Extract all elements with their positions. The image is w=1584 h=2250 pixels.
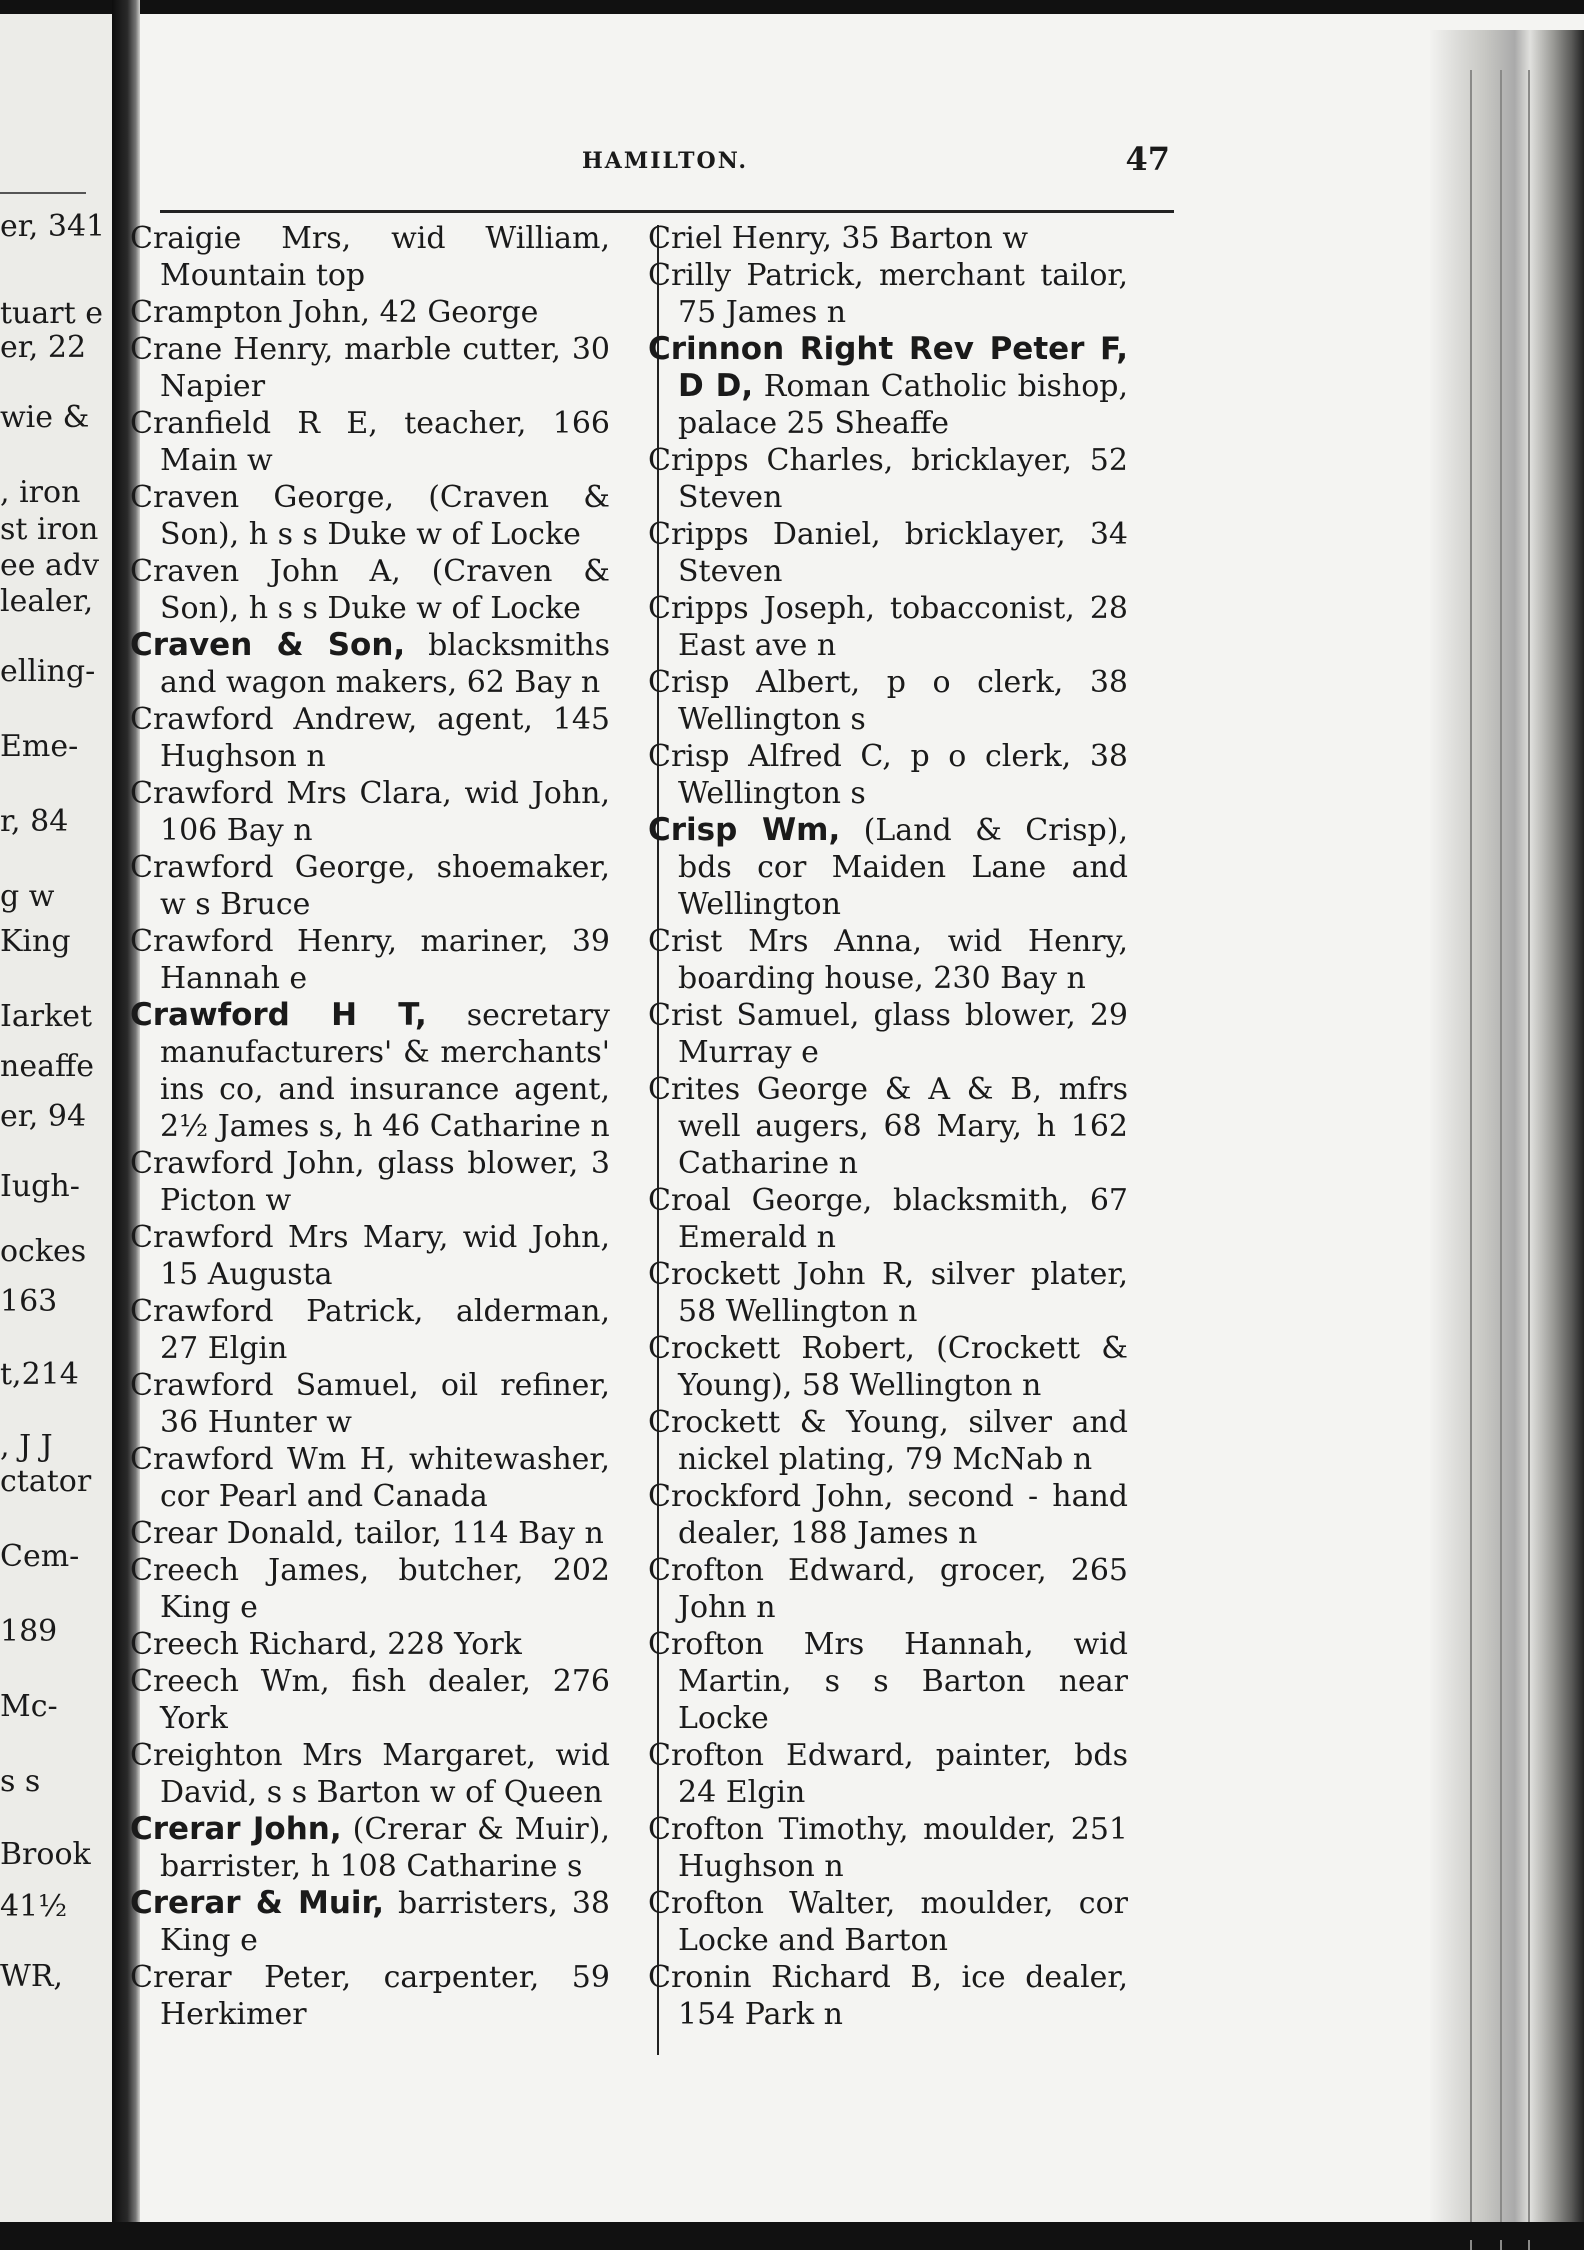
directory-entry <box>648 1478 1128 1552</box>
facing-page-text: 163 <box>0 1284 58 1319</box>
directory-entry <box>130 220 610 294</box>
entry-bold-name: Crawford H T, <box>130 997 427 1033</box>
facing-page-text: ctator <box>0 1464 92 1499</box>
page-edge-line <box>1500 70 1502 2250</box>
facing-page-text: Mc- <box>0 1689 58 1724</box>
entry-text: Crawford Mrs Clara, wid John, 106 Bay n <box>130 776 610 848</box>
page-edge-stack <box>1430 30 1584 2230</box>
facing-page-text: , J J <box>0 1429 53 1464</box>
directory-entry <box>130 1293 610 1367</box>
directory-entry <box>648 812 1128 923</box>
directory-entry <box>648 1959 1128 2033</box>
directory-entry <box>648 516 1128 590</box>
entry-text: Craven John A, (Craven & Son), h s s Duke w of Locke <box>130 554 610 626</box>
entry-text: Crofton Mrs Hannah, wid Martin, s s Barton near Locke <box>648 1627 1128 1736</box>
entry-text: blacksmiths and wagon makers, 62 Bay n <box>160 628 610 700</box>
facing-page-text: elling- <box>0 654 96 689</box>
entry-text: Creech Richard, 228 York <box>130 1627 522 1662</box>
facing-page-text: Cem- <box>0 1539 80 1574</box>
page-edge-line <box>1470 70 1472 2250</box>
directory-entry <box>130 1885 610 1959</box>
entry-text: Crane Henry, marble cutter, 30 Napier <box>130 332 610 404</box>
entry-text: Crist Mrs Anna, wid Henry, boarding house, 230 Bay n <box>648 924 1128 996</box>
entry-text: Crofton Edward, painter, bds 24 Elgin <box>648 1738 1128 1810</box>
scan-top-border <box>0 0 1584 14</box>
directory-entry <box>648 923 1128 997</box>
directory-entry <box>130 1959 610 2033</box>
facing-page-text: lealer, <box>0 584 94 619</box>
facing-page-text: 189 <box>0 1614 58 1649</box>
facing-page-text: tuart e <box>0 296 103 331</box>
directory-entry <box>648 1552 1128 1626</box>
entry-text: Roman Catholic bishop, palace 25 Sheaffe <box>678 369 1128 441</box>
entry-text: Crerar Peter, carpenter, 59 Herkimer <box>130 1960 610 2032</box>
directory-entry <box>130 405 610 479</box>
facing-page-text: s s <box>0 1764 41 1799</box>
directory-entry <box>130 923 610 997</box>
running-title: HAMILTON. <box>582 148 749 174</box>
entry-text: Crawford George, shoemaker, w s Bruce <box>130 850 610 922</box>
entry-text: Crockett Robert, (Crockett & Young), 58 Wellington n <box>648 1331 1128 1403</box>
entry-text: Crawford Mrs Mary, wid John, 15 Augusta <box>130 1220 610 1292</box>
facing-page-text: WR, <box>0 1959 63 1994</box>
facing-page-fragment <box>0 14 112 2222</box>
directory-entry <box>648 664 1128 738</box>
directory-entry <box>130 849 610 923</box>
directory-entry <box>648 1256 1128 1330</box>
directory-entry <box>130 1515 610 1552</box>
directory-entry <box>130 775 610 849</box>
entry-text: Crist Samuel, glass blower, 29 Murray e <box>648 998 1128 1070</box>
facing-page-text: 41½ <box>0 1889 68 1924</box>
directory-entry <box>130 294 610 331</box>
facing-page-text: er, 341 <box>0 209 106 244</box>
right-column <box>648 220 1128 2033</box>
entry-bold-name: Crerar John, <box>130 1811 342 1847</box>
facing-page-text: , iron <box>0 475 81 510</box>
facing-page-text: r, 84 <box>0 804 69 839</box>
entry-text: Criel Henry, 35 Barton w <box>648 221 1029 256</box>
directory-entry <box>130 997 610 1145</box>
entry-text: Crilly Patrick, merchant tailor, 75 James n <box>648 258 1128 330</box>
scan-bottom-border <box>0 2222 1584 2240</box>
entry-text: Crockford John, second - hand dealer, 188 James n <box>648 1479 1128 1551</box>
entry-text: Crawford Andrew, agent, 145 Hughson n <box>130 702 610 774</box>
entry-text: (Crerar & Muir), barrister, h 108 Catharine s <box>160 1812 610 1884</box>
entry-text: Craven George, (Craven & Son), h s s Duke w of Locke <box>130 480 610 552</box>
running-header <box>160 140 1170 190</box>
directory-entry <box>130 1145 610 1219</box>
directory-entry <box>130 701 610 775</box>
entry-text: Crawford Patrick, alderman, 27 Elgin <box>130 1294 610 1366</box>
directory-entry <box>648 257 1128 331</box>
facing-page-rule <box>0 192 86 194</box>
entry-text: Crawford Wm H, whitewasher, cor Pearl and Canada <box>130 1442 610 1514</box>
entry-text: Creech Wm, fish dealer, 276 York <box>130 1664 610 1736</box>
directory-entry <box>648 1737 1128 1811</box>
directory-entry <box>130 1663 610 1737</box>
facing-page-text: st iron <box>0 512 99 547</box>
entry-text: Cripps Daniel, bricklayer, 34 Steven <box>648 517 1128 589</box>
entry-text: Crofton Timothy, moulder, 251 Hughson n <box>648 1812 1128 1884</box>
entry-text: Crockett & Young, silver and nickel plating, 79 McNab n <box>648 1405 1128 1477</box>
entry-text: Cronin Richard B, ice dealer, 154 Park n <box>648 1960 1128 2032</box>
directory-entry <box>648 1071 1128 1182</box>
directory-entry <box>130 1441 610 1515</box>
entry-text: Croal George, blacksmith, 67 Emerald n <box>648 1183 1128 1255</box>
entry-text: Craigie Mrs, wid William, Mountain top <box>130 221 610 293</box>
page-edge-line <box>1528 70 1530 2250</box>
facing-page-text: Eme- <box>0 729 79 764</box>
entry-bold-name: Crerar & Muir, <box>130 1885 385 1921</box>
entry-text: Cranfield R E, teacher, 166 Main w <box>130 406 610 478</box>
directory-entry <box>648 442 1128 516</box>
entry-text: Cripps Joseph, tobacconist, 28 East ave n <box>648 591 1128 663</box>
directory-entry <box>648 1404 1128 1478</box>
page-number: 47 <box>1125 140 1170 178</box>
entry-bold-name: Crisp Wm, <box>648 812 841 848</box>
entry-bold-name: Craven & Son, <box>130 627 406 663</box>
entry-bold-name: Crinnon Right Rev Peter F, D D, <box>648 331 1128 404</box>
entry-text: Crites George & A & B, mfrs well augers, 68 Mary, h 162 Catharine n <box>648 1072 1128 1181</box>
directory-entry <box>130 1737 610 1811</box>
directory-entry <box>130 1811 610 1885</box>
facing-page-text: g w <box>0 879 55 914</box>
directory-entry <box>130 1367 610 1441</box>
directory-entry <box>648 590 1128 664</box>
facing-page-text: ockes <box>0 1234 87 1269</box>
directory-entry <box>648 331 1128 442</box>
directory-entry <box>648 220 1128 257</box>
directory-entry <box>648 1330 1128 1404</box>
directory-entry <box>648 1626 1128 1737</box>
entry-text: Crampton John, 42 George <box>130 295 539 330</box>
entry-text: Creech James, butcher, 202 King e <box>130 1553 610 1625</box>
directory-entry <box>648 1182 1128 1256</box>
directory-entry <box>130 1626 610 1663</box>
facing-page-text: t,214 <box>0 1357 79 1392</box>
directory-entry <box>648 997 1128 1071</box>
entry-text: Crisp Alfred C, p o clerk, 38 Wellington s <box>648 739 1128 811</box>
facing-page-text: er, 22 <box>0 330 87 365</box>
entry-text: Crawford Samuel, oil refiner, 36 Hunter w <box>130 1368 610 1440</box>
entry-text: Creighton Mrs Margaret, wid David, s s Barton w of Queen <box>130 1738 610 1810</box>
entry-text: Crawford Henry, mariner, 39 Hannah e <box>130 924 610 996</box>
facing-page-text: wie & <box>0 400 90 435</box>
directory-entry <box>130 479 610 553</box>
facing-page-text: Iarket <box>0 999 93 1034</box>
entry-text: Crofton Edward, grocer, 265 John n <box>648 1553 1128 1625</box>
entry-text: (Land & Crisp), bds cor Maiden Lane and Wellington <box>678 813 1128 922</box>
directory-entry <box>130 1552 610 1626</box>
directory-entry <box>648 1885 1128 1959</box>
directory-entry <box>130 1219 610 1293</box>
directory-entry <box>648 738 1128 812</box>
entry-text: Crawford John, glass blower, 3 Picton w <box>130 1146 610 1218</box>
left-column <box>130 220 610 2033</box>
facing-page-text: Iugh- <box>0 1169 80 1204</box>
entry-text: barristers, 38 King e <box>160 1886 611 1958</box>
directory-entry <box>130 331 610 405</box>
facing-page-text: Brook <box>0 1837 91 1872</box>
directory-entry <box>130 627 610 701</box>
entry-text: Crockett John R, silver plater, 58 Wellington n <box>648 1257 1128 1329</box>
facing-page-text: er, 94 <box>0 1099 87 1134</box>
entry-text: Crear Donald, tailor, 114 Bay n <box>130 1516 604 1551</box>
entry-text: Crisp Albert, p o clerk, 38 Wellington s <box>648 665 1128 737</box>
header-rule <box>160 210 1174 213</box>
entry-text: secretary manufacturers' & merchants' ins co, and insurance agent, 2½ James s, h 46 Catharine n <box>160 998 611 1144</box>
facing-page-text: King <box>0 924 71 959</box>
facing-page-text: ee adv <box>0 548 100 583</box>
directory-entry <box>130 553 610 627</box>
entry-text: Crofton Walter, moulder, cor Locke and Barton <box>648 1886 1128 1958</box>
entry-text: Cripps Charles, bricklayer, 52 Steven <box>648 443 1128 515</box>
directory-entry <box>648 1811 1128 1885</box>
facing-page-text: neaffe <box>0 1049 95 1084</box>
